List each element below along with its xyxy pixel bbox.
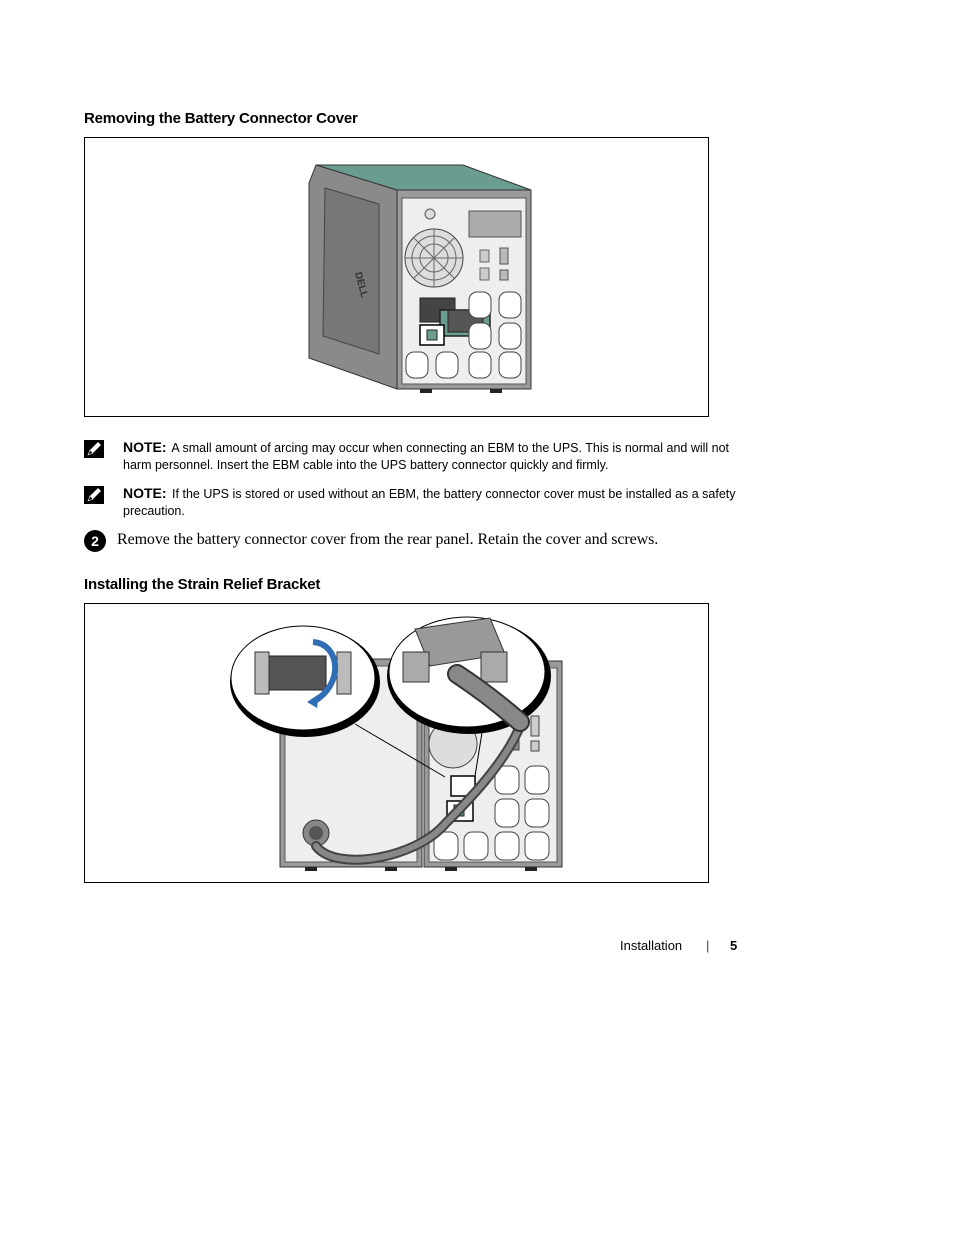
figure-strain-relief-bracket	[84, 603, 709, 883]
step-2	[84, 530, 734, 554]
note-body: A small amount of arcing may occur when connecting an EBM to the UPS. This is normal and will not harm personnel. Insert the EBM cable into the UPS battery connector quickly and firmly.	[123, 441, 730, 472]
step-number-badge: 2	[84, 530, 106, 552]
pencil-note-icon	[84, 440, 104, 458]
footer-section: Installation	[620, 938, 683, 953]
note-label: NOTE:	[123, 439, 167, 455]
strain-relief-illustration	[85, 604, 708, 882]
section-heading-strain-relief: Installing the Strain Relief Bracket	[84, 576, 321, 593]
section-heading-battery-cover: Removing the Battery Connector Cover	[84, 110, 358, 127]
pencil-note-icon	[84, 486, 104, 504]
note-body: If the UPS is stored or used without an EBM, the battery connector cover must be installed as a safety precaution.	[123, 487, 736, 518]
footer-separator: |	[706, 938, 710, 953]
ups-rear-illustration	[85, 138, 708, 416]
dell-logo: DELL	[352, 270, 370, 299]
step-text: Remove the battery connector cover from the rear panel. Retain the cover and screws.	[117, 531, 659, 548]
note-label: NOTE:	[123, 485, 167, 501]
page-number: 5	[730, 938, 738, 953]
figure-battery-connector-cover	[84, 137, 709, 417]
